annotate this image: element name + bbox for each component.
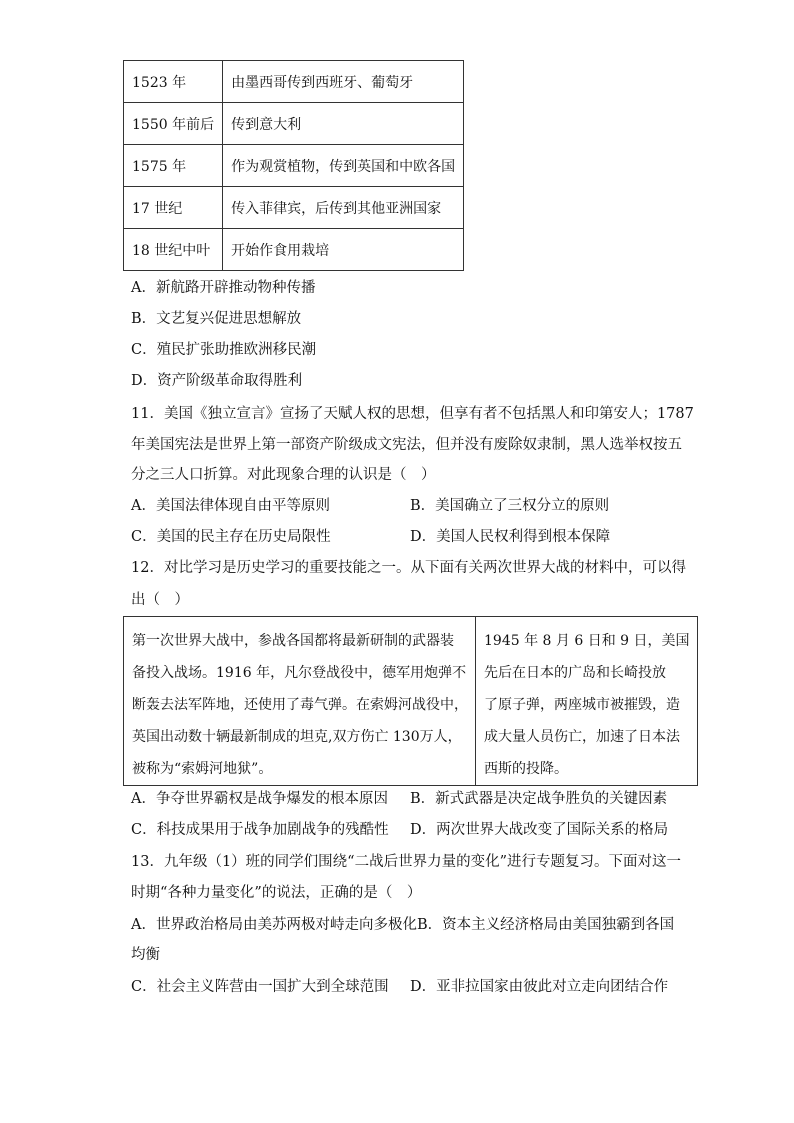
q12-option-b: B．新式武器是决定战争胜负的关键因素 — [410, 791, 668, 807]
event-cell: 传到意大利 — [223, 103, 464, 145]
year-cell: 1550 年前后 — [124, 103, 223, 145]
material-line: 先后在日本的广岛和长崎投放 — [484, 665, 666, 681]
table-row — [124, 103, 464, 145]
q11-stem-line: 11．美国《独立宣言》宣扬了天赋人权的思想，但享有者不包括黑人和印第安人；1787 — [131, 406, 694, 422]
q12-stem-line: 出（ ） — [131, 592, 189, 608]
q12-option-c: C．科技成果用于战争加剧战争的残酷性 — [131, 822, 389, 838]
year-cell: 17 世纪 — [124, 187, 223, 229]
q13-options-ab: A．世界政治格局由美苏两极对峙走向多极化B．资本主义经济格局由美国独霸到各国 — [131, 917, 675, 933]
table-row — [124, 61, 464, 103]
q11-option-a: A．美国法律体现自由平等原则 — [131, 498, 330, 514]
ww2-material-cell — [476, 617, 698, 786]
q10-option-a: A．新航路开辟推动物种传播 — [131, 280, 316, 296]
q10-option-c: C．殖民扩张助推欧洲移民潮 — [131, 342, 317, 358]
material-line: 断轰去法军阵地，还使用了毒气弹。在索姆河战役中， — [132, 697, 468, 713]
event-cell: 开始作食用栽培 — [223, 229, 464, 271]
material-line: 备投入战场。1916 年，凡尔登战役中，德军用炮弹不 — [132, 665, 467, 681]
q13-option-b-continued: 均衡 — [131, 947, 160, 963]
q11-stem-line: 分之三人口折算。对此现象合理的认识是（ ） — [131, 467, 436, 483]
q10-option-d: D．资产阶级革命取得胜利 — [131, 373, 303, 389]
q11-option-c: C．美国的民主存在历史局限性 — [131, 529, 331, 545]
material-line: 西斯的投降。 — [484, 761, 568, 777]
q11-stem-line: 年美国宪法是世界上第一部资产阶级成文宪法，但并没有废除奴隶制，黑人选举权按五 — [131, 437, 682, 453]
material-line: 成大量人员伤亡，加速了日本法 — [484, 729, 680, 745]
ww1-material-cell — [124, 617, 476, 786]
q13-stem-line: 时期“各种力量变化”的说法，正确的是（ ） — [131, 885, 422, 901]
event-cell: 传入菲律宾，后传到其他亚洲国家 — [223, 187, 464, 229]
q11-option-d: D．美国人民权利得到根本保障 — [410, 529, 611, 545]
material-line: 英国出动数十辆最新制成的坦克,双方伤亡 130万人， — [132, 729, 462, 745]
table-row — [124, 229, 464, 271]
event-cell: 由墨西哥传到西班牙、葡萄牙 — [223, 61, 464, 103]
world-wars-material-table — [123, 616, 698, 786]
q10-option-b: B．文艺复兴促进思想解放 — [131, 311, 302, 327]
q13-option-d: D．亚非拉国家由彼此对立走向团结合作 — [410, 979, 669, 995]
q11-option-b: B．美国确立了三权分立的原则 — [410, 498, 610, 514]
material-line: 被称为“索姆河地狱”。 — [132, 761, 273, 777]
material-line: 了原子弹，两座城市被摧毁，造 — [484, 697, 680, 713]
year-cell: 18 世纪中叶 — [124, 229, 223, 271]
q13-stem-line: 13．九年级（1）班的同学们围绕“二战后世界力量的变化”进行专题复习。下面对这一 — [131, 854, 681, 870]
table-row — [124, 145, 464, 187]
q12-option-a: A．争夺世界霸权是战争爆发的根本原因 — [131, 791, 388, 807]
q12-option-d: D．两次世界大战改变了国际关系的格局 — [410, 822, 669, 838]
potato-spread-table — [123, 60, 464, 271]
material-line: 第一次世界大战中，参战各国都将最新研制的武器装 — [132, 633, 454, 649]
event-cell: 作为观赏植物，传到英国和中欧各国 — [223, 145, 464, 187]
year-cell: 1523 年 — [124, 61, 223, 103]
material-line: 1945 年 8 月 6 日和 9 日，美国 — [484, 633, 690, 649]
table-row — [124, 187, 464, 229]
table-row — [124, 617, 698, 786]
q12-stem-line: 12．对比学习是历史学习的重要技能之一。从下面有关两次世界大战的材料中，可以得 — [131, 560, 686, 576]
q13-option-c: C．社会主义阵营由一国扩大到全球范围 — [131, 979, 389, 995]
year-cell: 1575 年 — [124, 145, 223, 187]
